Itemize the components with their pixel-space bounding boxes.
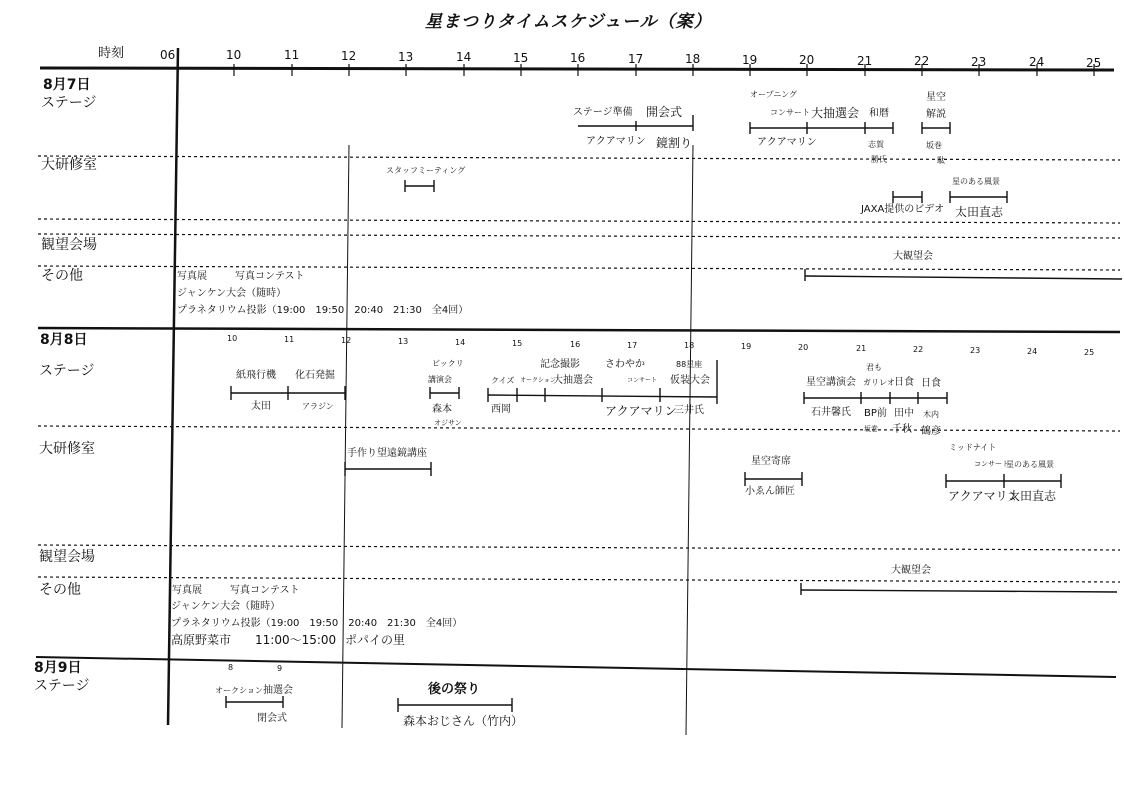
event-performer: アクアマリン [948,489,1020,503]
event-vegetable-market-place: ポパイの里 [345,633,406,647]
hour-label: 10 [226,48,242,62]
event-presenter: 太田直志 [955,205,1004,219]
six-pm-reference-line [686,145,693,735]
event-presenter: 勝氏 [871,155,887,164]
hour-label: 20 [798,343,809,352]
hour-label: 22 [914,54,930,68]
hour-label: 21 [856,344,867,353]
hour-label: 16 [570,340,581,349]
day3-divider [36,657,1116,677]
event-planetarium: プラネタリウム投影（19:00 19:50 20:40 21:30 全4回） [177,305,469,316]
event-janken: ジャンケン大会（随時） [177,288,287,299]
event-jaxa-video: JAXA提供のビデオ [861,204,945,215]
event-photo-session: 記念撮影 [540,359,580,370]
event-grand-lottery: 大抽選会 [553,375,593,386]
day1-lab-label: 大研修室 [41,157,97,173]
event-presenter: 三井氏 [674,405,704,416]
event-bp-mae: BP前 [864,408,887,419]
event-kimimo: 君も [866,363,882,372]
hour-label: 13 [398,50,414,64]
day2-bars [231,360,1117,595]
event-presenter: 鶴彦 [921,426,941,437]
day1-stage-label: ステージ [41,95,97,111]
event-performer: アクアマリン [757,137,817,148]
event-presenter: アラジン [302,402,334,411]
event-big-viewing: 大観望会 [891,565,931,576]
event-starry-scene: 星のある風景 [952,177,1000,186]
event-eclipse: 日食 [921,378,941,389]
hour-label: 17 [627,341,638,350]
event-star-lecture: 星空講演会 [806,377,856,388]
day1-date: 8月7日 [43,77,91,93]
event-concert: コンサート [974,460,1009,468]
event-photo-exhibit: 写真展 [177,271,207,282]
page-title: 星まつりタイムスケジュール（案） [425,12,712,32]
event-kagamiwari: 鏡割り [656,136,693,150]
event-presenter: 森本おじさん（竹内） [403,714,524,728]
event-presenter: 太田直志 [1008,489,1057,503]
hour-label: 18 [685,52,701,66]
event-opening-ceremony: 開会式 [646,105,683,119]
day2-stage-label: ステージ [39,363,95,379]
hour-label: 15 [512,339,523,348]
event-presenter: 小ゑん師匠 [745,486,795,497]
event-lottery: 抽選会 [263,685,293,696]
event-wagoyomi: 和暦 [869,108,889,119]
hour-label: 16 [570,51,586,65]
event-presenter: 駄 [937,156,945,165]
day2-lab-label: 大研修室 [39,441,95,457]
hour-label: 18 [684,341,695,350]
event-presenter: 石井馨氏 [811,407,851,418]
event-big-viewing: 大観望会 [893,251,933,262]
hour-label: 14 [456,50,472,64]
hour-label: 12 [341,49,357,63]
hour-label: 11 [284,48,300,62]
event-paper-plane: 紙飛行機 [236,370,276,381]
event-lecture: 講演会 [428,375,452,384]
hour-label: 25 [1084,348,1095,357]
hour-label: 22 [913,345,924,354]
event-bikkuri: ビックリ [432,359,464,368]
event-presenter: 坂巻 [864,425,878,433]
day3-bars [226,696,512,712]
event-closing-ceremony: 閉会式 [257,713,287,724]
event-starry-scene: 星のある風景 [1006,460,1054,469]
hour-label: 8 [228,663,234,672]
event-opening-label: オープニング [750,90,798,99]
event-concert-label: コンサート [770,108,810,117]
event-galileo: ガリレオ [863,378,895,387]
event-presenter: 西岡 [491,404,511,415]
hour-label: 11 [284,335,295,344]
day2-date: 8月8日 [40,332,88,348]
event-hoshizora: 星空 [926,92,946,103]
event-presenter: 太田 [251,401,271,412]
hour-label: 14 [455,338,466,347]
hour-label: 21 [857,54,873,68]
event-presenter: 志賀 [868,140,884,149]
hour-label: 23 [971,55,987,69]
event-presenter: 千秋 [892,424,912,435]
event-presenter: 坂巻 [926,141,942,150]
event-midnight: ミッドナイト [949,443,997,452]
hour-label: 24 [1027,347,1038,356]
hour-label: 9 [277,664,283,673]
hour-label: 15 [513,51,529,65]
hour-label: 12 [341,336,352,345]
day2-divider [38,328,1120,332]
day2-other-label: その他 [39,582,81,598]
hour-label: 20 [799,53,815,67]
hour-label: 19 [742,53,758,67]
event-staff-meeting: スタッフミーティング [386,166,466,175]
hour-label: 19 [741,342,752,351]
event-planetarium: プラネタリウム投影（19:00 19:50 20:40 21:30 全4回） [171,618,463,629]
event-presenter: 田中 [894,408,914,419]
event-auction: オークション [215,686,263,695]
event-fossil-dig: 化石発掘 [295,370,335,381]
day3-stage-label: ステージ [34,678,90,694]
event-concert: コンサート [627,377,658,384]
event-presenter: オジサン [434,419,462,427]
event-eclipse: 日食 [894,377,914,388]
event-photo-exhibit: 写真展 [172,585,202,596]
day2-observatory-label: 観望会場 [39,549,95,565]
event-vegetable-market: 高原野菜市 11:00～15:00 [171,633,337,647]
event-star-yose: 星空寄席 [751,456,791,467]
day1-observatory-label: 観望会場 [41,237,97,253]
event-auction: オークション [520,377,556,384]
event-janken: ジャンケン大会（随時） [171,601,281,612]
event-grand-lottery: 大抽選会 [811,106,860,120]
hour-label: 23 [970,346,981,355]
event-photo-contest: 写真コンテスト [235,271,305,282]
event-photo-contest: 写真コンテスト [230,585,300,596]
event-stage-prep: ステージ準備 [573,107,633,118]
start-hour-label: 06 [160,48,176,62]
event-telescope-workshop: 手作り望遠鏡講座 [347,448,427,459]
event-quiz: クイズ [491,376,515,385]
event-performer: アクアマリン [605,404,677,418]
event-presenter: 森本 [432,404,452,415]
hour-label: 13 [398,337,409,346]
header-rule [40,68,1114,70]
hour-label: 24 [1029,55,1045,69]
day1-other-label: その他 [41,268,83,284]
event-constellations: 88星座 [676,360,703,369]
hour-label: 10 [227,334,238,343]
event-sawayaka: さわやか [605,359,645,370]
hour-label: 25 [1086,56,1102,70]
event-performer: アクアマリン [586,136,646,147]
event-costume-party: 仮装大会 [670,375,710,386]
event-afterparty: 後の祭り [428,682,481,697]
hour-label: 17 [628,52,644,66]
time-label: 時刻 [98,46,125,61]
event-kaisetsu: 解説 [926,109,946,120]
event-presenter: 木内 [923,410,939,419]
day3-date: 8月9日 [34,660,82,676]
